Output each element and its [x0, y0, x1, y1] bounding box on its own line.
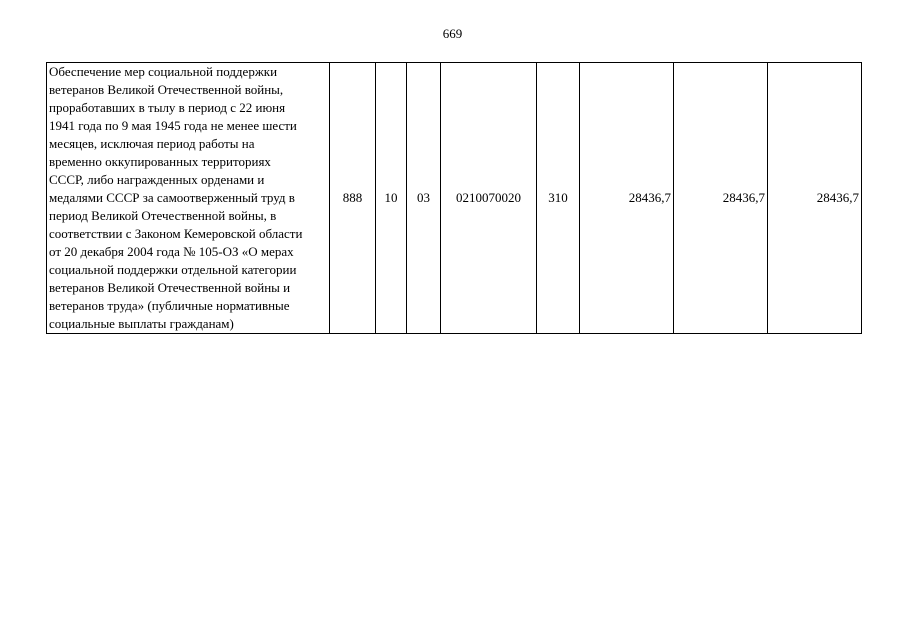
description-line: социальной поддержки отдельной категории	[49, 262, 297, 277]
description-line: ветеранов Великой Отечественной войны и	[49, 280, 291, 295]
description-line: временно оккупированных территориях	[49, 154, 271, 169]
description-line: от 20 декабря 2004 года № 105-ОЗ «О мерах	[49, 244, 294, 259]
description-line: период Великой Отечественной войны, в	[49, 208, 277, 223]
description-line: соответствии с Законом Кемеровской области	[49, 226, 303, 241]
amount-cell-2: 28436,7	[674, 63, 768, 334]
ministry-code-cell: 888	[330, 63, 376, 334]
budget-table	[46, 62, 862, 334]
amount-cell-3: 28436,7	[768, 63, 862, 334]
subsection-cell: 03	[407, 63, 441, 334]
description-line: ветеранов Великой Отечественной войны,	[49, 82, 284, 97]
description-line: социальные выплаты гражданам)	[49, 316, 234, 331]
section-cell: 10	[376, 63, 407, 334]
amount-cell-1: 28436,7	[580, 63, 674, 334]
table-row	[47, 63, 862, 334]
description-cell	[47, 63, 330, 334]
description-line: Обеспечение мер социальной поддержки	[49, 64, 278, 79]
description-line: проработавших в тылу в период с 22 июня	[49, 100, 286, 115]
page-number: 669	[442, 26, 463, 41]
description-line: 1941 года по 9 мая 1945 года не менее шести	[49, 118, 297, 133]
description-line: месяцев, исключая период работы на	[49, 136, 255, 151]
description-line: медалями СССР за самоотверженный труд в	[49, 190, 295, 205]
description-line: СССР, либо награжденных орденами и	[49, 172, 265, 187]
target-article-cell: 0210070020	[441, 63, 537, 334]
expense-type-cell: 310	[537, 63, 580, 334]
description-line: ветеранов труда» (публичные нормативные	[49, 298, 290, 313]
